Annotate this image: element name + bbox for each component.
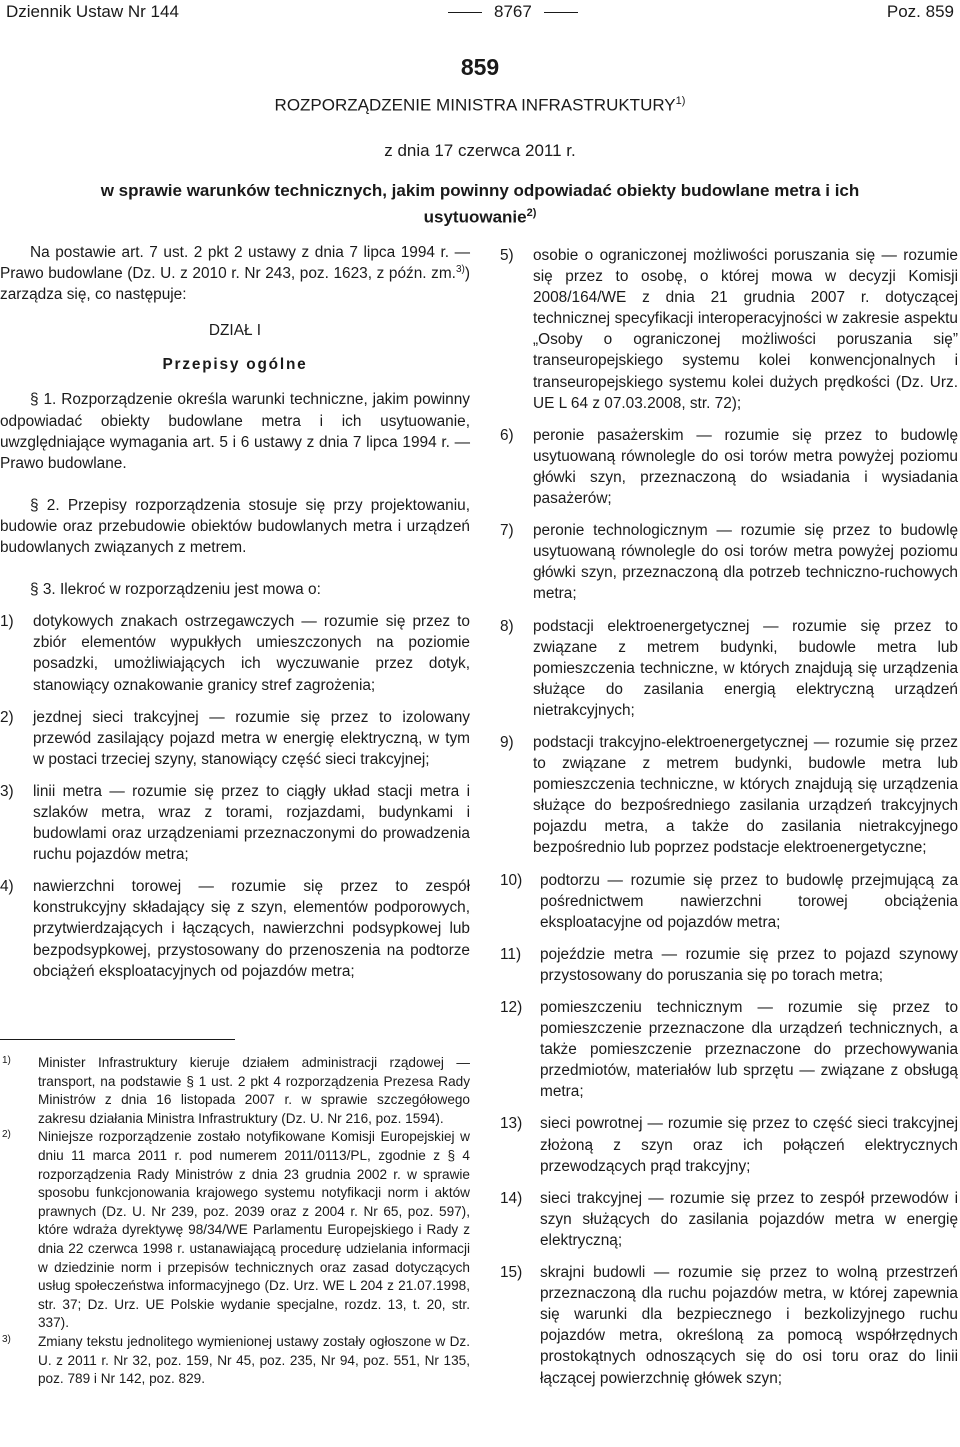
subject-line-2 bbox=[40, 202, 920, 229]
item-number: 8) bbox=[500, 617, 514, 635]
item-number: 4) bbox=[0, 878, 14, 896]
journal-name: Dziennik Ustaw Nr 144 bbox=[6, 2, 179, 21]
item-text: peronie pasażerskim — rozumie się przez to budowlę usytuowaną równolegle do osi torów metra powyżej poziomu główki szyn, przeznaczoną do wsiadania i wysiadania pasażerów; bbox=[533, 426, 958, 508]
item-number: 15) bbox=[500, 1264, 523, 1282]
item-text: nawierzchni torowej — rozumie się przez to zespół konstrukcyjny składający się z szyn, elementów podporowych, przytwierdzających i łączących, nawierzchni podsypkowej lub bezpodsypkowej, przystosowany do przenoszenia na podtorze obciążeń eksploatacyjnych od pojazdów metra; bbox=[33, 878, 470, 980]
section-label: DZIAŁ I bbox=[208, 322, 262, 340]
right-column bbox=[500, 245, 958, 1400]
position-number: Poz. 859 bbox=[886, 2, 954, 21]
footnote-2 bbox=[0, 1128, 470, 1333]
intro-footnote-ref: 3) bbox=[455, 264, 465, 276]
definitions-list-left bbox=[0, 611, 470, 982]
item-number: 14) bbox=[500, 1189, 523, 1207]
item-text: sieci powrotnej — rozumie się przez to część sieci trakcyjnej złożoną z szyn oraz ich połączeń elektrycznych przewodzących prąd trakcyjny; bbox=[540, 1115, 958, 1175]
intro-text: Na postawie art. 7 ust. 2 pkt 2 ustawy z dnia 7 lipca 1994 r. — Prawo budowlane (Dz. U. z 2010 r. Nr 243, poz. 1623, z późn. zm. bbox=[0, 244, 470, 283]
item-number: 5) bbox=[500, 247, 514, 264]
left-column bbox=[0, 242, 470, 993]
footnote-text: Minister Infrastruktury kieruje działem administracji rządowej — transport, na podstawie § 1 ust. 2 pkt 4 rozporządzenia Prezesa Rady Ministrów z dnia 16 listopada 2007 r. w sprawie szczegółowego zakresu działania Ministra Infrastruktury (Dz. U. Nr 216, poz. 1594). bbox=[38, 1055, 470, 1126]
list-item bbox=[500, 870, 958, 933]
item-text: osobie o ograniczonej możliwości poruszania się — rozumie się przez to osobę, o której mowa w decyzji Komisji 2008/164/WE z dnia 21 grudnia 2007 r. dotyczącej technicznej specyfikacji interoperacyjności w zakresie aspektu „Osoby o ograniczonej możliwości poruszania się” transeuropejskiego systemu kolei konwencjonalnych i transeuropejskiego systemu kolei dużych prędkości (Dz. Urz. UE L 64 z 07.03.2008, str. 72); bbox=[533, 247, 958, 412]
item-text: pomieszczeniu technicznym — rozumie się przez to pomieszczenie przeznaczone dla urządzeń technicznych, a także pomieszczenie przeznaczone do przechowywania przedmiotów, materiałów lub sprzętu — związane z obsługą metra; bbox=[540, 999, 958, 1101]
item-text: sieci trakcyjnej — rozumie się przez to zespół przewodów i szyn służących do zasilania pojazdów metra w energię elektryczną; bbox=[540, 1189, 958, 1249]
item-number: 10) bbox=[500, 871, 523, 889]
item-text: podstacji trakcyjno-elektroenergetycznej — rozumie się przez to związane z metrem budynki, budowle metra lub pomieszczenia techniczne, w których znajdują się urządzenia służące do bezpośredniego zasilania urządzeń trakcyjnych pojazdu metra, a także do zasilania nietrakcyjnego bezpośrednio lub poprzez podstacje elektroenergetyczne; bbox=[533, 733, 958, 857]
list-item bbox=[0, 781, 470, 865]
item-number: 6) bbox=[500, 426, 514, 444]
item-number: 1) bbox=[0, 613, 14, 631]
paragraph-3: § 3. Ilekroć w rozporządzeniu jest mowa o: bbox=[30, 581, 321, 599]
paragraph-2: § 2. Przepisy rozporządzenia stosuje się przy projektowaniu, budowie oraz przebudowie obiektów budowlanych metra i urządzeń budowlanych związanych z metrem. bbox=[0, 496, 470, 557]
paragraph-1: § 1. Rozporządzenie określa warunki techniczne, jakim powinny odpowiadać obiekty budowlane metra i ich usytuowanie, uwzględniające wymagania art. 5 i 6 ustawy z dnia 7 lipca 1994 r. — Prawo budowlane. bbox=[0, 391, 470, 472]
item-number: 11) bbox=[500, 945, 522, 963]
intro-tail: ) zarządza się, co następuje: bbox=[0, 265, 470, 304]
item-number: 2) bbox=[0, 708, 14, 726]
section-heading: Przepisy ogólne bbox=[162, 356, 308, 374]
footnote-mark: 2) bbox=[2, 1129, 11, 1141]
page-number bbox=[436, 2, 590, 22]
subject-line-2-text: usytuowanie bbox=[423, 207, 527, 227]
document-subject bbox=[40, 180, 920, 229]
subject-footnote-ref: 2) bbox=[526, 207, 537, 219]
title-footnote-ref: 1) bbox=[675, 95, 686, 107]
page-header bbox=[6, 2, 954, 24]
item-text: jezdnej sieci trakcyjnej — rozumie się przez to izolowany przewód zasilający pojazd metra w energię elektryczną, w tym w postaci trzeciej szyny, stanowiący część sieci trakcyjnej; bbox=[33, 708, 470, 768]
subject-line-1: w sprawie warunków technicznych, jakim powinny odpowiadać obiekty budowlane metra i ich bbox=[100, 181, 860, 200]
list-item bbox=[500, 520, 958, 604]
item-text: pojeździe metra — rozumie się przez to pojazd szynowy przystosowany do poruszania się po torach metra; bbox=[540, 945, 958, 984]
item-number: 13) bbox=[500, 1115, 523, 1133]
footnote-mark: 3) bbox=[2, 1333, 11, 1345]
title-text: ROZPORZĄDZENIE MINISTRA INFRASTRUKTURY bbox=[274, 95, 676, 115]
list-item bbox=[0, 707, 470, 770]
footnote-1 bbox=[0, 1054, 470, 1128]
footnotes bbox=[0, 1054, 470, 1389]
item-number: 3) bbox=[0, 782, 14, 800]
list-item bbox=[500, 245, 958, 414]
document-date: z dnia 17 czerwca 2011 r. bbox=[384, 141, 576, 160]
intro-paragraph bbox=[0, 242, 470, 305]
list-item bbox=[500, 1262, 958, 1389]
footnote-divider bbox=[0, 1039, 235, 1040]
footnote-mark: 1) bbox=[2, 1055, 11, 1066]
item-text: podstacji elektroenergetycznej — rozumie się przez to związane z metrem budynki, budowle metra lub pomieszczenia techniczne, w których znajdują się urządzenia służące do zasilania energią elektryczną urządzeń nietrakcyjnych; bbox=[533, 617, 958, 719]
list-item bbox=[500, 997, 958, 1102]
item-number: 12) bbox=[500, 999, 523, 1016]
list-item bbox=[500, 616, 958, 721]
document-number: 859 bbox=[460, 54, 500, 80]
item-text: skrajni budowli — rozumie się przez to wolną przestrzeń przeznaczoną dla ruchu pojazdów metra, w której zapewnia się warunki dla bezpiecznego i bezkolizyjnego ruchu pojazdów metra, określoną za pomocą współrzędnych prostokątnych odnoszących się do osi toru oraz do linii łączącej powierzchnię główek szyn; bbox=[540, 1264, 958, 1387]
list-item bbox=[500, 1113, 958, 1176]
item-number: 9) bbox=[500, 733, 514, 751]
item-text: linii metra — rozumie się przez to ciągły układ stacji metra i szlaków metra, wraz z torami, rozjazdami, budynkami i budowlami oraz urządzeniami przeznaczonymi do prowadzenia ruchu pojazdów metra; bbox=[33, 782, 470, 864]
page-number-value: 8767 bbox=[494, 2, 532, 21]
footnote-text: Niniejsze rozporządzenie zostało notyfikowane Komisji Europejskiej w dniu 11 marca 2011 r. pod numerem 2011/0113/PL, zgodnie z § 4 rozporządzenia Rady Ministrów z dnia 23 grudnia 2002 r. w sprawie sposobu funkcjonowania krajowego systemu notyfikacji norm i aktów prawnych (Dz. U. Nr 239, poz. 2039 oraz z 2004 r. Nr 65, poz. 597), które wdraża dyrektywę 98/34/WE Parlamentu Europejskiego i Rady z dnia 22 czerwca 1998 r. ustanawiającą procedurę udzielania informacji w dziedzinie norm i przepisów technicznych oraz zasad dotyczących usług społeczeństwa informacyjnego (Dz. Urz. WE L 204 z 21.07.1998, str. 37; Dz. Urz. UE Polskie wydanie specjalne, rozdz. 13, t. 20, str. 337). bbox=[38, 1129, 470, 1331]
document-title bbox=[0, 95, 960, 116]
item-text: podtorzu — rozumie się przez to budowlę przejmującą za pośrednictwem nawierzchni torowej obciążenia eksploatacyjne od pojazdów metra; bbox=[540, 871, 958, 931]
item-text: peronie technologicznym — rozumie się przez to budowlę usytuowaną równolegle do osi torów metra powyżej poziomu główki szyn, przeznaczoną dla potrzeb techniczno-ruchowych metra; bbox=[533, 522, 958, 603]
list-item bbox=[500, 944, 958, 986]
list-item bbox=[0, 611, 470, 695]
item-text: dotykowych znakach ostrzegawczych — rozumie się przez to zbiór elementów wypukłych umieszczonych na poziomie posadzki, umożliwiających ich wyczuwanie przez dotyk, stanowiący oznakowanie granicy stref zagrożenia; bbox=[33, 613, 470, 694]
list-item bbox=[500, 425, 958, 509]
footnote-text: Zmiany tekstu jednolitego wymienionej ustawy zostały ogłoszone w Dz. U. z 2011 r. Nr 32, poz. 159, Nr 45, poz. 235, Nr 94, poz. 551, Nr 135, poz. 789 i Nr 142, poz. 829. bbox=[38, 1333, 470, 1387]
item-number: 7) bbox=[500, 522, 514, 540]
list-item bbox=[500, 1188, 958, 1251]
list-item bbox=[500, 732, 958, 859]
footnote-3 bbox=[0, 1333, 470, 1389]
list-item bbox=[0, 876, 470, 981]
